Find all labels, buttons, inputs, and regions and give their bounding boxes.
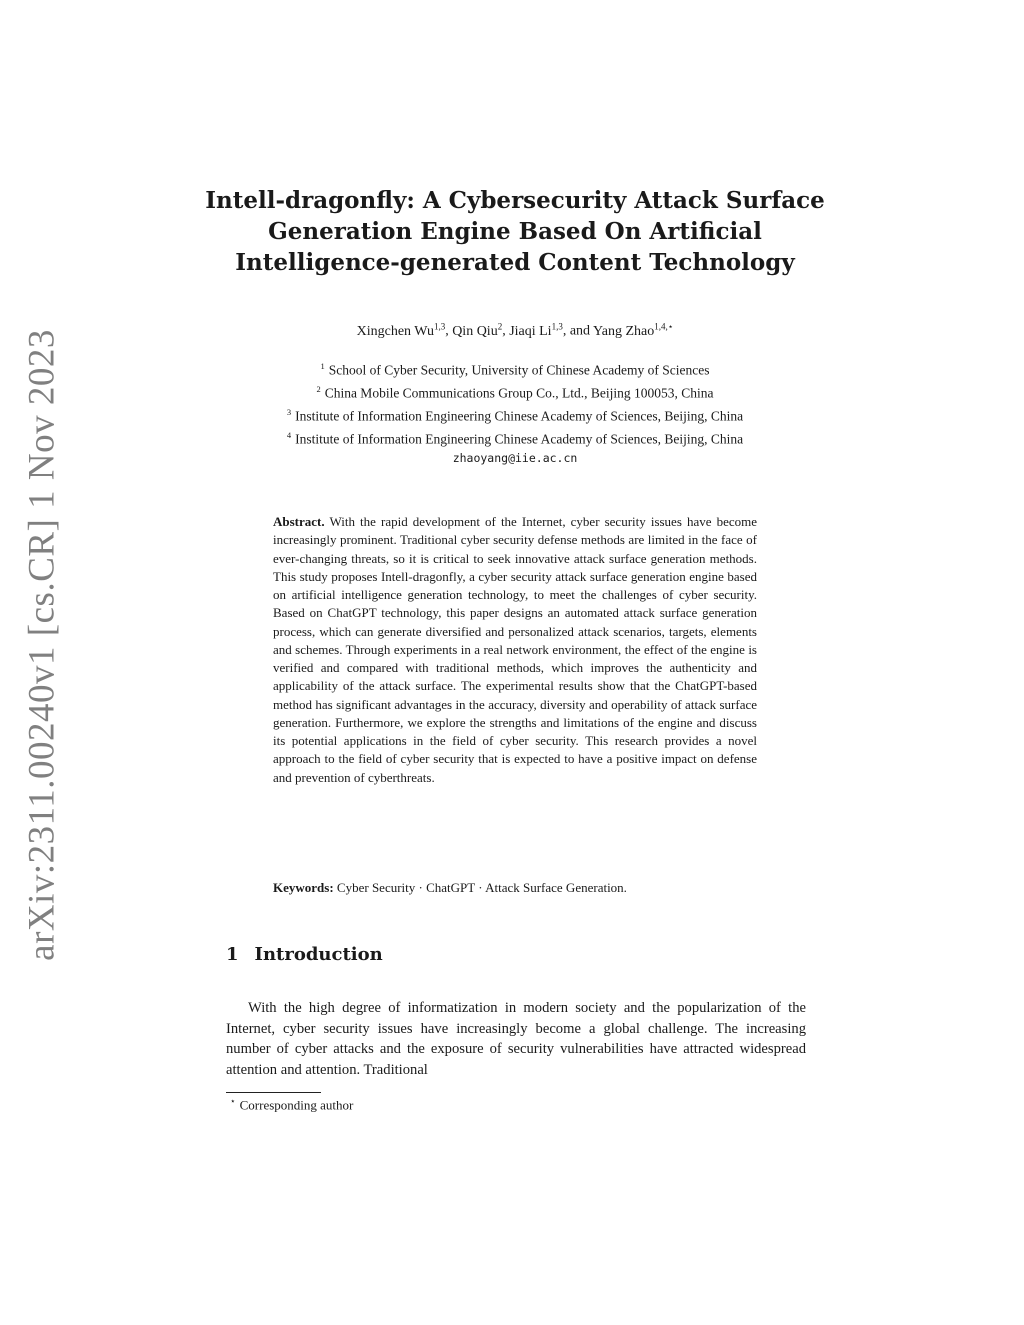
keywords [273, 880, 757, 896]
abstract-text: With the rapid development of the Internet, cyber security issues have become increasingly prominent. Traditional cyber security defense methods are limited in the face of ever-changing threats, so it is critical to seek innovative attack surface generation methods. This study proposes Intell-dragonfly, a cyber security attack surface generation engine based on artificial intelligence generation technology, to meet the challenges of cyber security. Based on ChatGPT technology, this paper designs an automated attack surface generation process, which can generate diversified and personalized attack scenarios, targets, elements and schemes. Through experiments in a real network environment, the effect of the engine is verified and compared with traditional methods, which improves the authenticity and applicability of the attack surface. The experimental results show that the ChatGPT-based method has significant advantages in the accuracy, diversity and operability of attack surface generation. Furthermore, we explore the strengths and limitations of the engine and discuss its potential applications in the field of cyber security. This research provides a novel approach to the field of cyber security that is expected to have a positive impact on defense and prevention of cyberthreats. [273, 514, 758, 785]
paper-title [200, 185, 830, 278]
keywords-label: Keywords: [273, 880, 334, 895]
footnote [230, 1096, 353, 1113]
affiliation: $^4$ Institute of Information Engineering Chinese Academy of Sciences, Beijing, China [286, 430, 744, 447]
section-number: 1 [226, 944, 239, 965]
section-title: Introduction [254, 944, 383, 965]
footnote-text: Corresponding author [239, 1097, 354, 1113]
abstract-label: Abstract. [273, 514, 325, 529]
author: Jiaqi Li$^{1,3}$ [509, 321, 563, 339]
author-list: Xingchen Wu$^{1,3}$, Qin Qiu$^2$, Jiaqi Li$^{1,3}$, and Yang Zhao$^{1,4,⋆}$ [356, 321, 674, 339]
arxiv-identifier-stamp: arXiv:2311.00240v1 [cs.CR] 1 Nov 2023 [21, 329, 63, 961]
section-heading-introduction [226, 944, 383, 965]
contact-email[interactable]: zhaoyang@iie.ac.cn [452, 451, 578, 466]
title-line-1: Intell-dragonfly: A Cybersecurity Attack Surface [205, 187, 825, 214]
intro-paragraph: With the high degree of informatization in modern society and the popularization of the Internet, cyber security issues have increasingly become a global challenge. The increasing number of cyber attacks and the exposure of security vulnerabilities have attracted widespread attention and attention. Traditional [226, 1000, 806, 1078]
footnote-mark: ⋆ [230, 1096, 236, 1106]
keywords-text: Cyber Security · ChatGPT · Attack Surface Generation. [336, 880, 627, 895]
abstract [273, 513, 757, 787]
affiliation: $^2$ China Mobile Communications Group Co., Ltd., Beijing 100053, China [316, 384, 714, 401]
affiliation-list [200, 357, 830, 468]
author: Qin Qiu$^2$ [452, 321, 503, 339]
title-line-2: Generation Engine Based On Artificial [268, 218, 762, 245]
affiliation: $^1$ School of Cyber Security, University of Chinese Academy of Sciences [320, 361, 710, 378]
author: Yang Zhao$^{1,4,⋆}$ [593, 321, 674, 339]
footnote-divider [226, 1092, 321, 1093]
title-line-3: Intelligence-generated Content Technology [235, 249, 795, 276]
author: Xingchen Wu$^{1,3}$ [356, 321, 446, 339]
affiliation: $^3$ Institute of Information Engineering Chinese Academy of Sciences, Beijing, China [286, 407, 744, 424]
